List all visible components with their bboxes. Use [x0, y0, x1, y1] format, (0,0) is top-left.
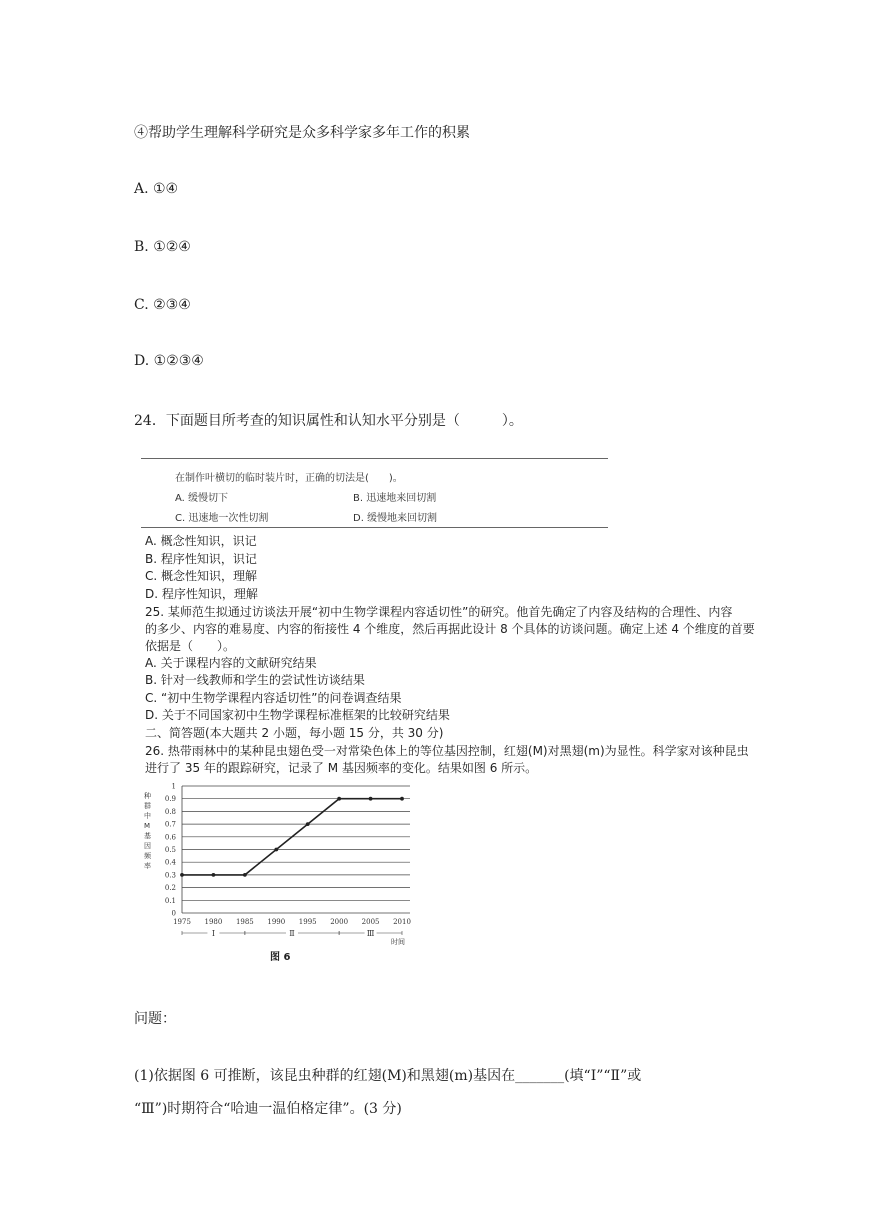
y-tick-label: 0.9 — [164, 795, 176, 804]
q25-line-3: 依据是（ ）。 — [145, 639, 236, 653]
data-point — [212, 873, 216, 877]
y-tick-label: 0.1 — [164, 896, 176, 905]
y-tick-label: 0.2 — [164, 884, 176, 893]
y-tick-label: 0.5 — [164, 846, 176, 854]
intro-option-a: A. ①④ — [134, 181, 179, 197]
q24-option-d: D. 程序性知识，理解 — [145, 587, 258, 601]
figure-caption: 图 6 — [270, 952, 291, 963]
q24-question-panel — [141, 458, 608, 528]
y-tick-label: 0.8 — [164, 807, 176, 816]
data-point — [337, 797, 341, 801]
q25-line-1: 25. 某师范生拟通过访谈法开展“初中生物学课程内容适切性”的研究。他首先确定了内容及结构的合理性、内容 — [145, 605, 733, 619]
question-label: 问题： — [134, 1011, 176, 1027]
intro-option-c: C. ②③④ — [134, 297, 191, 313]
section-2-heading: 二、简答题(本大题共 2 小题，每小题 15 分，共 30 分) — [145, 726, 444, 740]
ylabel-char: 频 — [144, 852, 151, 860]
period-label: Ⅰ — [211, 929, 216, 938]
y-tick-label: 0.6 — [164, 833, 176, 842]
y-tick-label: 0 — [171, 909, 176, 918]
sub-question-1-line-2: “Ⅲ”)时期符合“哈迪一温伯格定律”。(3 分) — [134, 1101, 402, 1117]
ylabel-char: 中 — [144, 812, 151, 820]
panel-stem: 在制作叶横切的临时装片时，正确的切法是( )。 — [175, 473, 403, 484]
x-tick-label: 2005 — [361, 918, 380, 926]
panel-option-a: A. 缓慢切下 — [175, 493, 229, 504]
data-point — [369, 797, 373, 801]
x-tick-label: 1975 — [173, 918, 191, 926]
ylabel-char: M — [144, 822, 151, 830]
y-tick-label: 1 — [171, 782, 176, 791]
gene-frequency-chart — [140, 776, 430, 946]
q25-line-2: 的多少、内容的难易度、内容的衔接性 4 个维度，然后再据此设计 8 个具体的访谈问题。确定上述 4 个维度的首要 — [145, 622, 755, 636]
data-point — [180, 873, 184, 877]
x-tick-label: 1990 — [267, 918, 286, 926]
x-tick-label: 2010 — [393, 918, 411, 926]
panel-option-b: B. 迅速地来回切割 — [353, 493, 437, 504]
ylabel-char: 种 — [144, 792, 151, 800]
chart-xlabel: 时间 — [391, 938, 405, 946]
x-tick-label: 1985 — [235, 918, 254, 926]
q24-stem: 24．下面题目所考查的知识属性和认知水平分别是（ ）。 — [134, 413, 523, 429]
data-point — [274, 848, 278, 852]
y-tick-label: 0.7 — [164, 820, 176, 829]
ylabel-char: 率 — [144, 862, 151, 870]
q24-option-b: B. 程序性知识，识记 — [145, 552, 257, 566]
q26-line-2: 进行了 35 年的跟踪研究，记录了 M 基因频率的变化。结果如图 6 所示。 — [145, 761, 538, 775]
q24-option-c: C. 概念性知识，理解 — [145, 569, 258, 583]
period-label: Ⅱ — [289, 929, 295, 938]
intro-option-b: B. ①②④ — [134, 239, 191, 255]
q25-option-c: C. “初中生物学课程内容适切性”的问卷调查结果 — [145, 691, 402, 705]
q26-line-1: 26. 热带雨林中的某种昆虫翅色受一对常染色体上的等位基因控制，红翅(M)对黑翅(m)为显性。科学家对该种昆虫 — [145, 744, 749, 758]
y-tick-label: 0.4 — [164, 858, 176, 867]
sub-question-1-line-1: (1)依据图 6 可推断，该昆虫种群的红翅(M)和黑翅(m)基因在_______(填“Ⅰ”“Ⅱ”或 — [134, 1068, 642, 1084]
period-label: Ⅲ — [366, 929, 375, 938]
x-tick-label: 2000 — [330, 918, 349, 926]
data-point — [243, 873, 247, 877]
panel-option-c: C. 迅速地一次性切割 — [175, 513, 269, 524]
chart-ylabel — [144, 791, 152, 870]
ylabel-char: 群 — [144, 802, 151, 810]
data-point — [306, 822, 310, 826]
q25-option-a: A. 关于课程内容的文献研究结果 — [145, 656, 317, 670]
q24-option-a: A. 概念性知识，识记 — [145, 534, 257, 548]
y-tick-label: 0.3 — [164, 871, 176, 880]
data-point — [400, 797, 404, 801]
panel-option-d: D. 缓慢地来回切割 — [353, 513, 438, 524]
intro-item4: ④帮助学生理解科学研究是众多科学家多年工作的积累 — [134, 125, 470, 141]
x-tick-label: 1995 — [298, 918, 317, 926]
q25-option-d: D. 关于不同国家初中生物学课程标准框架的比较研究结果 — [145, 708, 450, 722]
ylabel-char: 基 — [144, 832, 151, 840]
x-tick-label: 1980 — [204, 918, 223, 926]
intro-option-d: D. ①②③④ — [134, 353, 204, 369]
ylabel-char: 因 — [144, 842, 151, 850]
q25-option-b: B. 针对一线教师和学生的尝试性访谈结果 — [145, 673, 365, 687]
